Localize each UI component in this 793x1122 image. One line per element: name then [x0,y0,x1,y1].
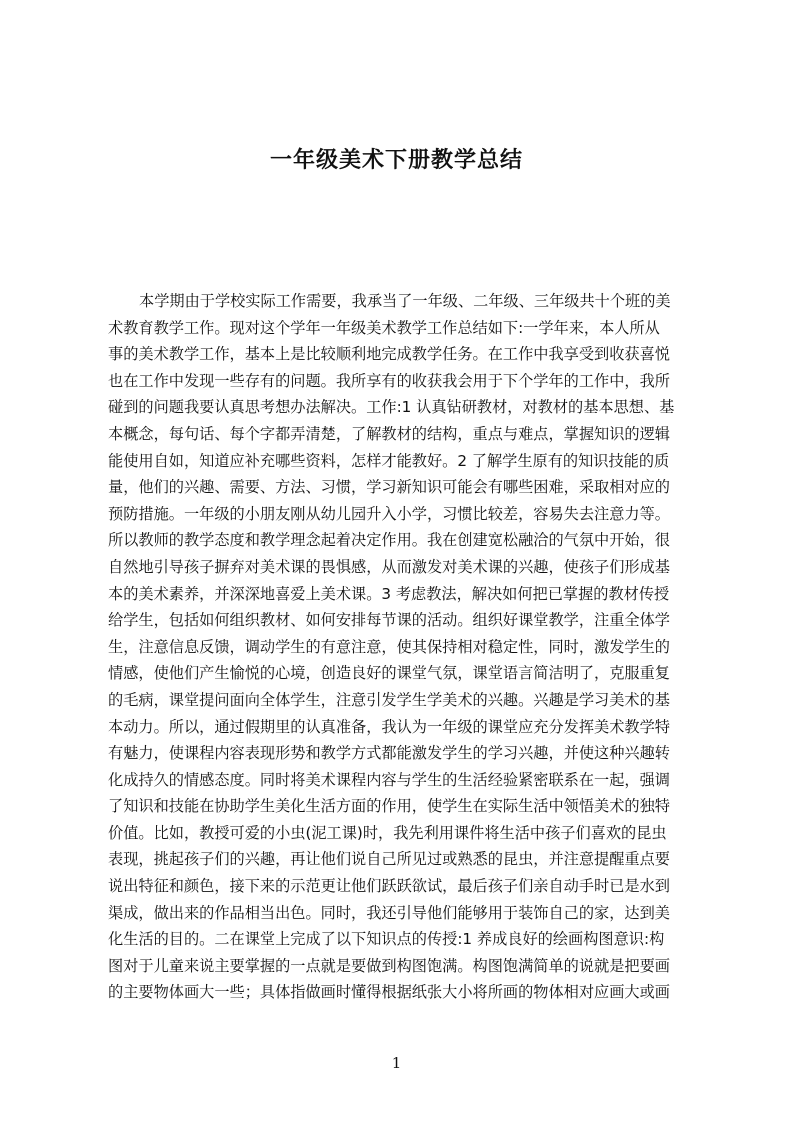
text-line: 化成持久的情感态度。同时将美术课程内容与学生的生活经验紧密联系在一起，强调 [108,770,670,789]
text-line: 说出特征和颜色，接下来的示范更让他们跃跃欲试，最后孩子们亲自动手时已是水到 [108,877,670,896]
text-line: 术教育教学工作。现对这个学年一年级美术教学工作总结如下:一学年来，本人所从 [108,318,660,337]
text-line: 本动力。所以，通过假期里的认真准备，我认为一年级的课堂应充分发挥美术教学特 [108,717,670,736]
text-line: 渠成，做出来的作品相当出色。同时，我还引导他们能够用于装饰自己的家，达到美 [108,903,670,922]
page-number: 1 [391,1054,402,1072]
text-line: 化生活的目的。二在课堂上完成了以下知识点的传授:1 养成良好的绘画构图意识:构 [108,930,665,949]
text-line: 量，他们的兴趣、需要、方法、习惯，学习新知识可能会有哪些困难，采取相对应的 [108,478,670,497]
text-line: 的毛病，课堂提问面向全体学生，注意引发学生学美术的兴趣。兴趣是学习美术的基 [108,690,670,709]
text-line: 本学期由于学校实际工作需要，我承当了一年级、二年级、三年级共十个班的美 [139,292,671,310]
text-line: 了知识和技能在协助学生美化生活方面的作用，使学生在实际生活中领悟美术的独特 [108,797,670,816]
text-line: 图对于儿童来说主要掌握的一点就是要做到构图饱满。构图饱满简单的说就是把要画 [108,956,670,975]
text-line: 生，注意信息反馈，调动学生的有意注意，使其保持相对稳定性，同时，激发学生的 [108,637,670,656]
text-line: 也在工作中发现一些存有的问题。我所享有的收获我会用于下个学年的工作中，我所 [108,371,670,390]
text-line: 事的美术教学工作，基本上是比较顺利地完成教学任务。在工作中我享受到收获喜悦 [108,345,670,364]
text-line: 价值。比如，教授可爱的小虫(泥工课)时，我先利用课件将生活中孩子们喜欢的昆虫 [108,823,667,842]
text-line: 本的美术素养，并深深地喜爱上美术课。3 考虑教法，解决如何把已掌握的教材传授 [108,584,670,603]
text-line: 给学生，包括如何组织教材、如何安排每节课的活动。组织好课堂教学，注重全体学 [108,611,670,630]
text-line: 表现，挑起孩子们的兴趣，再让他们说自己所见过或熟悉的昆虫，并注意提醒重点要 [108,850,670,869]
text-line: 自然地引导孩子摒弃对美术课的畏惧感，从而激发对美术课的兴趣，使孩子们形成基 [108,557,670,576]
text-line: 的主要物体画大一些；具体指做画时懂得根据纸张大小将所画的物体相对应画大或画 [108,983,670,1002]
text-line: 有魅力，使课程内容表现形势和教学方式都能激发学生的学习兴趣，并使这种兴趣转 [108,744,670,763]
document-title: 一年级美术下册教学总结 [269,148,523,173]
text-line: 预防措施。一年级的小朋友刚从幼儿园升入小学，习惯比较差，容易失去注意力等。 [108,504,670,523]
document-body [108,288,698,1006]
text-line: 情感，使他们产生愉悦的心境，创造良好的课堂气氛，课堂语言简洁明了，克服重复 [108,664,670,683]
text-line: 能使用自如，知道应补充哪些资料，怎样才能教好。2 了解学生原有的知识技能的质 [108,451,670,470]
text-line: 本概念，每句话、每个字都弄清楚，了解教材的结构，重点与难点，掌握知识的逻辑 [108,424,670,443]
text-line: 碰到的问题我要认真思考想办法解决。工作:1 认真钻研教材，对教材的基本思想、基 [108,398,675,417]
text-line: 所以教师的教学态度和教学理念起着决定作用。我在创建宽松融洽的气氛中开始，很 [108,531,670,550]
